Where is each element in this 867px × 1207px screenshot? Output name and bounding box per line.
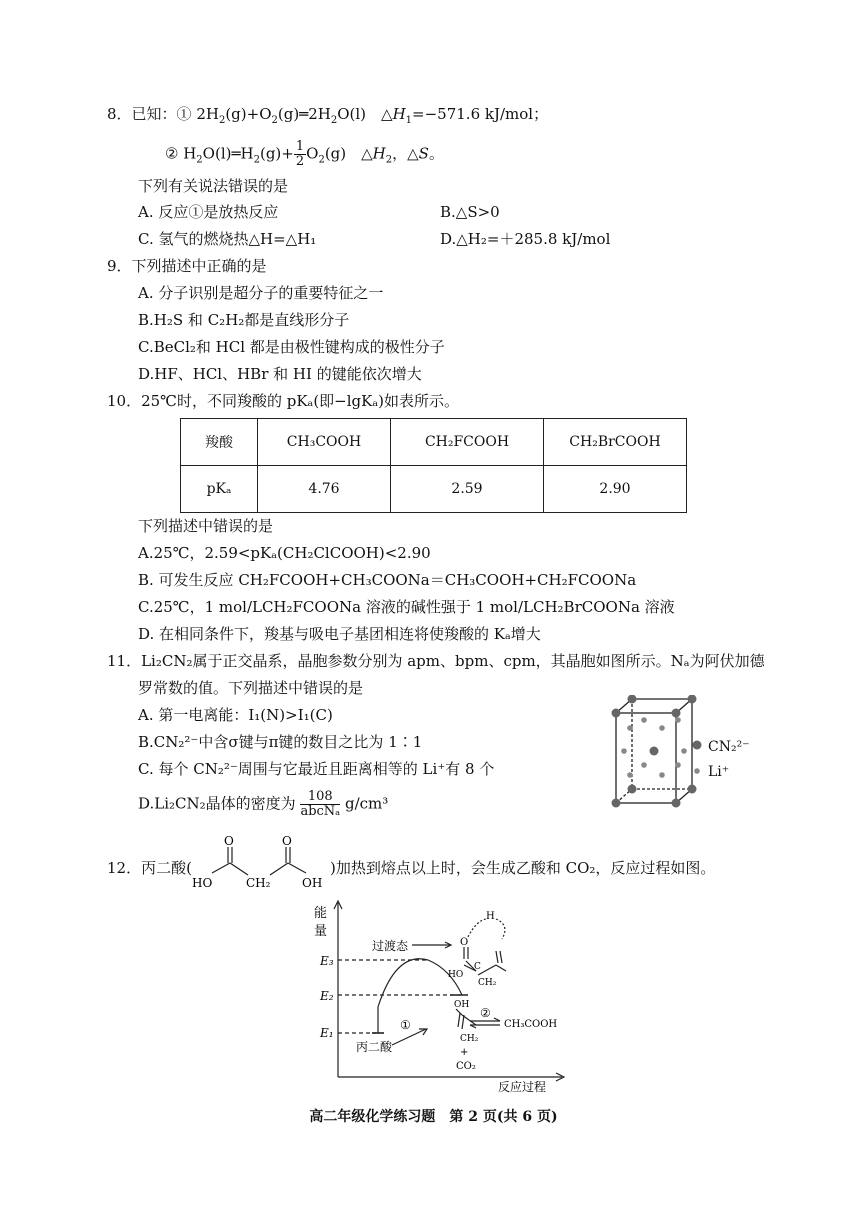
step2-label: ② [480,1006,491,1020]
q11-stem-line1: 11．Li₂CN₂属于正交晶系，晶胞参数分别为 apm、bpm、cpm，其晶胞如图所示。Nₐ为阿伏加德 [107,652,765,670]
e3-label: E₃ [320,954,334,968]
q12-stem-post: )加热到熔点以上时，会生成乙酸和 CO₂，反应过程如图。 [330,859,716,877]
step1-label: ① [400,1018,411,1032]
plus-sign: + [460,1047,469,1058]
mol-ho: HO [192,876,213,890]
q9-stem: 9．下列描述中正确的是 [107,257,267,275]
product-label: CH₃COOH [504,1019,558,1030]
table-cell: pKₐ [181,466,258,513]
density-fraction: $\frac{108}{\text{abcNₐ}}$ [300,789,341,819]
q11-option-c: C. 每个 CN₂²⁻周围与它最近且距离相等的 Li⁺有 8 个 [138,760,495,778]
q8-question: 下列有关说法错误的是 [138,177,289,195]
ts-o: O [460,937,469,948]
mol-o2: O [282,835,292,848]
table-cell: CH₂FCOOH [391,419,544,466]
mol-oh: OH [302,876,323,890]
table-row [181,466,687,513]
pka-table [180,418,687,513]
int-oh: OH [454,1000,470,1010]
q8-line1: 8．已知：① $2H_2(g)+O_2(g)═2H_2O(l)$ $\triangle H_1=-571.6$ kJ/mol； [107,105,549,126]
mol-o1: O [224,835,234,848]
table-cell: 2.90 [544,466,687,513]
malonic-acid-structure [190,835,330,895]
q10-option-c: C.25℃，1 mol/LCH₂FCOONa 溶液的碱性强于 1 mol/LCH₂BrCOONa 溶液 [138,598,675,616]
q10-question: 下列描述中错误的是 [138,517,274,535]
q11-option-a: A. 第一电离能：I₁(N)>I₁(C) [138,706,333,724]
q9-option-a: A. 分子识别是超分子的重要特征之一 [138,284,384,302]
q10-option-d: D. 在相同条件下，羧基与吸电子基团相连将使羧酸的 Kₐ增大 [138,625,541,643]
e1-label: E₁ [320,1026,334,1040]
table-cell: CH₂BrCOOH [544,419,687,466]
q10-option-a: A.25℃，2.59<pKₐ(CH₂ClCOOH)<2.90 [138,544,431,562]
int-ch2: CH₂ [460,1034,479,1044]
q8-option-d: D.△H₂=＋285.8 kJ/mol [440,230,611,248]
ts-ho: HO [448,970,464,980]
page-footer: 高二年级化学练习题 第 2 页(共 6 页) [309,1109,558,1125]
table-cell: 4.76 [258,466,391,513]
q9-option-b: B.H₂S 和 C₂H₂都是直线形分子 [138,311,350,329]
q9-option-d: D.HF、HCl、HBr 和 HI 的键能依次增大 [138,365,422,383]
table-cell: 羧酸 [181,419,258,466]
q8-line2: ② $H_2O(l)═H_2(g)+$ $\frac{1}{2}$ $O_2(g)$ $\triangle H_2$，△S。 [165,139,444,169]
table-cell: CH₃COOH [258,419,391,466]
legend-li: Li⁺ [708,764,730,780]
table-cell: 2.59 [391,466,544,513]
y-label-2: 量 [314,924,328,939]
co2-label: CO₂ [456,1061,476,1072]
q8-option-a: A. 反应①是放热反应 [138,203,279,221]
q12-stem-pre: 12．丙二酸( [107,859,192,877]
table-row [181,419,687,466]
ts-h: H [486,911,495,922]
q10-option-b: B. 可发生反应 CH₂FCOOH+CH₃COONa＝CH₃COOH+CH₂FCOONa [138,571,637,589]
x-label: 反应过程 [498,1080,547,1094]
y-label-1: 能 [314,906,328,921]
ts-label: 过渡态 [372,939,409,953]
unit-cell-diagram [600,695,790,815]
q11-stem-line2: 罗常数的值。下列描述中错误的是 [138,679,364,697]
mol-ch2: CH₂ [246,876,271,890]
q11-option-d: D.Li₂CN₂晶体的密度为 $\frac{108}{\text{abcNₐ}}$ g/cm³ [138,789,389,819]
reactant-label: 丙二酸 [356,1040,393,1054]
legend-cn2: CN₂²⁻ [708,739,750,755]
q11-option-b: B.CN₂²⁻中含σ键与π键的数目之比为 1∶1 [138,733,423,751]
q8-option-b: B.△S>0 [440,203,500,221]
ts-c: C [474,962,481,972]
ts-ch2: CH₂ [478,978,497,988]
q9-option-c: C.BeCl₂和 HCl 都是由极性键构成的极性分子 [138,338,445,356]
q8-option-c: C. 氢气的燃烧热△H=△H₁ [138,230,317,248]
energy-diagram [300,895,580,1095]
q10-stem: 10．25℃时，不同羧酸的 pKₐ(即−lgKₐ)如表所示。 [107,392,459,410]
e2-label: E₂ [320,989,334,1003]
